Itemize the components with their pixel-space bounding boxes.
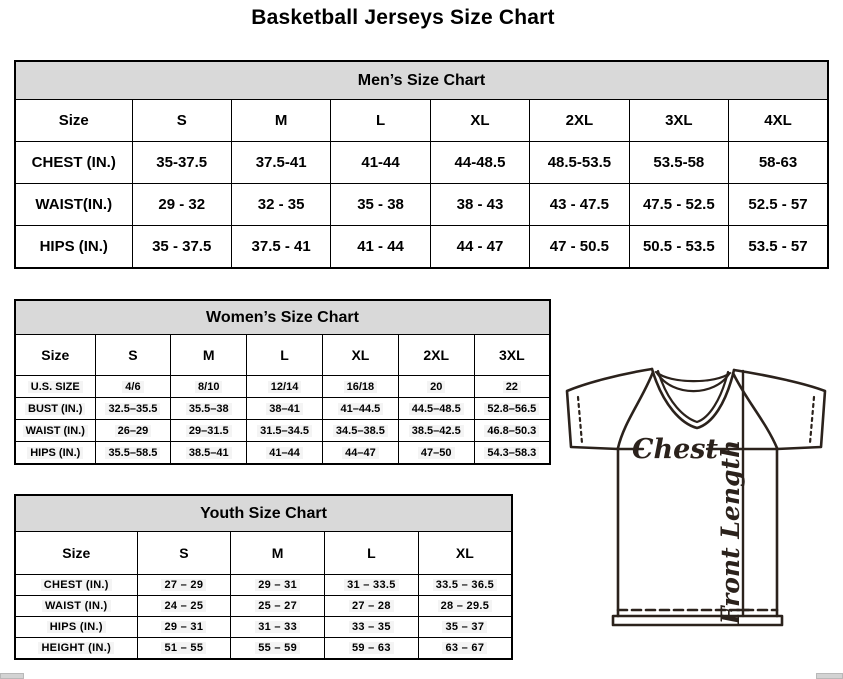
table-cell xyxy=(171,442,247,465)
table-cell xyxy=(398,442,474,465)
cell-text: 46.8–50.3 xyxy=(484,425,539,437)
size-col-header: 4XL xyxy=(729,100,828,142)
cell-text: 4/6 xyxy=(122,381,143,393)
table-cell xyxy=(231,596,325,617)
cell-text: 38.5–42.5 xyxy=(409,425,464,437)
size-col-header: M xyxy=(171,335,247,376)
scrollbar-left-button[interactable] xyxy=(0,673,24,679)
size-col-header: S xyxy=(137,532,231,575)
table-cell xyxy=(325,596,419,617)
table-cell: 41-44 xyxy=(331,142,430,184)
cell-text: 31 – 33 xyxy=(255,621,300,633)
cell-text: 25 – 27 xyxy=(255,600,300,612)
table-cell: 52.5 - 57 xyxy=(729,184,828,226)
row-label xyxy=(15,638,137,660)
table-cell xyxy=(137,617,231,638)
cell-text: 27 – 28 xyxy=(349,600,394,612)
cell-text: 33 – 35 xyxy=(349,621,394,633)
table-row xyxy=(15,226,828,269)
table-cell xyxy=(231,575,325,596)
table-row xyxy=(15,335,550,376)
table-cell xyxy=(171,376,247,398)
row-label-text: HIPS (IN.) xyxy=(27,447,83,459)
table-cell xyxy=(95,420,171,442)
size-col-header: S xyxy=(95,335,171,376)
cell-text: 38–41 xyxy=(266,403,303,415)
cell-text: 47–50 xyxy=(418,447,455,459)
table-row xyxy=(15,532,512,575)
cell-text: 34.5–38.5 xyxy=(333,425,388,437)
row-label xyxy=(15,575,137,596)
youth-table-title: Youth Size Chart xyxy=(15,495,512,532)
table-row xyxy=(15,376,550,398)
size-col-header: 3XL xyxy=(474,335,550,376)
table-cell xyxy=(171,420,247,442)
table-row xyxy=(15,300,550,335)
table-row xyxy=(15,638,512,660)
row-label xyxy=(15,376,95,398)
table-cell: 35 - 38 xyxy=(331,184,430,226)
cell-text: 28 – 29.5 xyxy=(438,600,493,612)
cell-text: 44–47 xyxy=(342,447,379,459)
table-cell xyxy=(171,398,247,420)
row-label-text: U.S. SIZE xyxy=(28,381,83,393)
jersey-measurement-diagram xyxy=(558,364,834,628)
table-cell xyxy=(322,398,398,420)
row-label-text: WAIST (IN.) xyxy=(42,600,111,612)
table-row xyxy=(15,495,512,532)
table-cell: 29 - 32 xyxy=(132,184,231,226)
size-col-header: S xyxy=(132,100,231,142)
cell-text: 55 – 59 xyxy=(255,642,300,654)
table-cell: 43 - 47.5 xyxy=(530,184,629,226)
cell-text: 8/10 xyxy=(195,381,222,393)
table-row xyxy=(15,142,828,184)
table-cell: 47.5 - 52.5 xyxy=(629,184,728,226)
cell-text: 24 – 25 xyxy=(161,600,206,612)
table-row xyxy=(15,617,512,638)
size-col-header: XL xyxy=(430,100,529,142)
size-header-cell: Size xyxy=(15,100,132,142)
cell-text: 54.3–58.3 xyxy=(484,447,539,459)
row-label xyxy=(15,398,95,420)
table-cell xyxy=(398,420,474,442)
row-label xyxy=(15,596,137,617)
left-sleeve-dashed-seam xyxy=(578,397,582,443)
table-cell xyxy=(418,596,512,617)
size-header-cell: Size xyxy=(15,335,95,376)
table-cell xyxy=(398,376,474,398)
table-cell xyxy=(247,398,323,420)
table-cell: 35 - 37.5 xyxy=(132,226,231,269)
cell-text: 22 xyxy=(503,381,521,393)
table-cell: 37.5-41 xyxy=(231,142,330,184)
table-cell xyxy=(231,638,325,660)
table-cell: 48.5-53.5 xyxy=(530,142,629,184)
table-cell: 41 - 44 xyxy=(331,226,430,269)
table-cell xyxy=(247,442,323,465)
table-row xyxy=(15,398,550,420)
table-cell xyxy=(322,420,398,442)
table-cell: 53.5 - 57 xyxy=(729,226,828,269)
cell-text: 20 xyxy=(427,381,445,393)
cell-text: 44.5–48.5 xyxy=(409,403,464,415)
size-col-header: XL xyxy=(418,532,512,575)
cell-text: 35.5–58.5 xyxy=(105,447,160,459)
table-cell xyxy=(418,575,512,596)
table-row xyxy=(15,61,828,100)
cell-text: 52.8–56.5 xyxy=(484,403,539,415)
table-cell xyxy=(325,575,419,596)
right-sleeve-dashed-seam xyxy=(810,397,814,443)
cell-text: 41–44 xyxy=(266,447,303,459)
table-cell: 32 - 35 xyxy=(231,184,330,226)
front-length-label: Front Length xyxy=(716,439,745,625)
row-label-text: CHEST (IN.) xyxy=(41,579,112,591)
row-label xyxy=(15,617,137,638)
table-cell xyxy=(325,638,419,660)
table-cell: 53.5-58 xyxy=(629,142,728,184)
size-col-header: L xyxy=(331,100,430,142)
row-label-text: HIPS (IN.) xyxy=(47,621,106,633)
size-col-header: 2XL xyxy=(398,335,474,376)
table-row xyxy=(15,100,828,142)
cell-text: 35.5–38 xyxy=(186,403,232,415)
cell-text: 38.5–41 xyxy=(186,447,232,459)
jersey-hem xyxy=(613,616,782,625)
youth-size-chart-table xyxy=(14,494,513,660)
cell-text: 29 – 31 xyxy=(255,579,300,591)
table-cell xyxy=(231,617,325,638)
table-cell xyxy=(418,617,512,638)
table-cell xyxy=(474,398,550,420)
cell-text: 16/18 xyxy=(344,381,378,393)
row-label-text: BUST (IN.) xyxy=(25,403,85,415)
table-cell: 38 - 43 xyxy=(430,184,529,226)
table-cell: 37.5 - 41 xyxy=(231,226,330,269)
table-cell: 50.5 - 53.5 xyxy=(629,226,728,269)
cell-text: 51 – 55 xyxy=(161,642,206,654)
table-cell xyxy=(398,398,474,420)
cell-text: 32.5–35.5 xyxy=(105,403,160,415)
jersey-right-armhole xyxy=(733,373,777,448)
row-label: HIPS (IN.) xyxy=(15,226,132,269)
table-cell xyxy=(322,442,398,465)
table-cell xyxy=(247,420,323,442)
table-cell: 47 - 50.5 xyxy=(530,226,629,269)
size-col-header: M xyxy=(231,532,325,575)
table-cell xyxy=(247,376,323,398)
page-title: Basketball Jerseys Size Chart xyxy=(251,6,555,29)
table-cell xyxy=(325,617,419,638)
cell-text: 31 – 33.5 xyxy=(344,579,399,591)
scrollbar-right-button[interactable] xyxy=(816,673,843,679)
size-col-header: L xyxy=(325,532,419,575)
table-cell: 44 - 47 xyxy=(430,226,529,269)
table-cell xyxy=(322,376,398,398)
mens-size-chart-table xyxy=(14,60,829,269)
table-cell xyxy=(418,638,512,660)
table-cell xyxy=(137,638,231,660)
table-row xyxy=(15,184,828,226)
size-col-header: 3XL xyxy=(629,100,728,142)
table-cell xyxy=(474,376,550,398)
cell-text: 29 – 31 xyxy=(161,621,206,633)
table-row xyxy=(15,575,512,596)
row-label xyxy=(15,442,95,465)
table-cell xyxy=(95,398,171,420)
jersey-right-sleeve xyxy=(734,370,825,449)
table-row xyxy=(15,596,512,617)
row-label-text: HEIGHT (IN.) xyxy=(38,642,114,654)
cell-text: 59 – 63 xyxy=(349,642,394,654)
size-col-header: L xyxy=(247,335,323,376)
row-label: CHEST (IN.) xyxy=(15,142,132,184)
womens-table-title: Women’s Size Chart xyxy=(15,300,550,335)
cell-text: 27 – 29 xyxy=(161,579,206,591)
size-col-header: M xyxy=(231,100,330,142)
cell-text: 33.5 – 36.5 xyxy=(433,579,497,591)
cell-text: 29–31.5 xyxy=(186,425,232,437)
table-cell xyxy=(474,420,550,442)
mens-table-title: Men’s Size Chart xyxy=(15,61,828,100)
chest-label: Chest xyxy=(632,434,718,465)
cell-text: 63 – 67 xyxy=(442,642,487,654)
womens-size-chart-table xyxy=(14,299,551,465)
table-cell: 35-37.5 xyxy=(132,142,231,184)
table-cell xyxy=(95,376,171,398)
jersey-collar-arc-shallow xyxy=(656,372,730,381)
size-col-header: XL xyxy=(322,335,398,376)
table-cell xyxy=(474,442,550,465)
table-cell xyxy=(137,575,231,596)
row-label xyxy=(15,420,95,442)
cell-text: 41–44.5 xyxy=(338,403,384,415)
cell-text: 35 – 37 xyxy=(442,621,487,633)
table-cell: 44-48.5 xyxy=(430,142,529,184)
size-header-cell: Size xyxy=(15,532,137,575)
row-label: WAIST(IN.) xyxy=(15,184,132,226)
cell-text: 26–29 xyxy=(115,425,152,437)
table-cell: 58-63 xyxy=(729,142,828,184)
table-cell xyxy=(95,442,171,465)
size-col-header: 2XL xyxy=(530,100,629,142)
cell-text: 12/14 xyxy=(268,381,302,393)
table-row xyxy=(15,442,550,465)
row-label-text: WAIST (IN.) xyxy=(23,425,88,437)
table-row xyxy=(15,420,550,442)
cell-text: 31.5–34.5 xyxy=(257,425,312,437)
table-cell xyxy=(137,596,231,617)
